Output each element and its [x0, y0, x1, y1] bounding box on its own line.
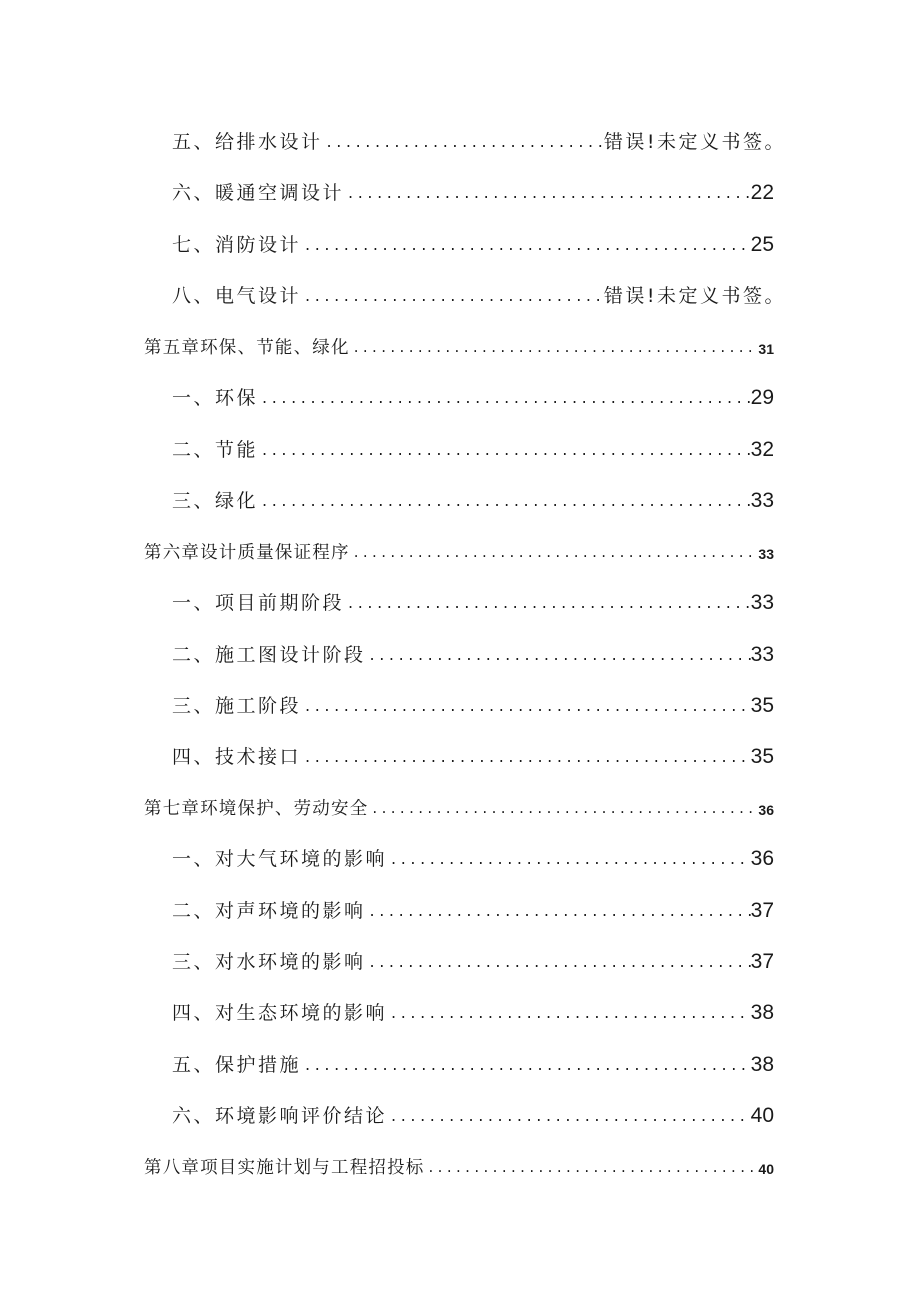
toc-entry-title: 第五章环保、节能、绿化: [144, 338, 350, 358]
toc-entry-page: 36: [758, 802, 774, 818]
dot-leader: [354, 545, 759, 564]
dot-leader: [305, 288, 604, 308]
toc-entry-page: 38: [750, 1053, 774, 1076]
dot-leader: [429, 1160, 759, 1179]
toc-entry-title: 二、施工图设计阶段: [172, 644, 366, 666]
dot-leader: [348, 595, 751, 615]
toc-entry-title: 二、对声环境的影响: [172, 900, 366, 922]
toc-entry-title: 一、项目前期阶段: [172, 592, 345, 614]
toc-entry[interactable]: [172, 837, 774, 871]
toc-entry-title: 一、环保: [172, 387, 259, 409]
toc-entry[interactable]: [172, 120, 786, 154]
toc-entry-title: 第八章项目实施计划与工程招投标: [144, 1158, 425, 1178]
toc-entry-page: 31: [758, 341, 774, 357]
toc-entry-title: 七、消防设计: [172, 234, 302, 256]
toc-entry[interactable]: [172, 376, 774, 410]
dot-leader: [262, 442, 751, 462]
toc-entry[interactable]: [172, 735, 774, 769]
toc-entry-page: 错误!未定义书签。: [603, 285, 786, 307]
toc-chapter-entry[interactable]: [144, 325, 774, 359]
toc-entry-title: 五、给排水设计: [172, 131, 323, 153]
toc-entry-page: 22: [750, 181, 774, 204]
toc-entry-title: 一、对大气环境的影响: [172, 848, 388, 870]
toc-chapter-entry[interactable]: [144, 530, 774, 564]
toc-entry-title: 三、对水环境的影响: [172, 951, 366, 973]
dot-leader: [391, 1005, 751, 1025]
dot-leader: [305, 698, 751, 718]
toc-entry-title: 六、环境影响评价结论: [172, 1105, 388, 1127]
toc-entry-title: 第六章设计质量保证程序: [144, 543, 350, 563]
dot-leader: [370, 647, 751, 667]
dot-leader: [372, 801, 758, 820]
toc-entry[interactable]: [172, 633, 774, 667]
dot-leader: [370, 954, 751, 974]
dot-leader: [262, 493, 751, 513]
toc-entry[interactable]: [172, 1043, 774, 1077]
toc-entry-page: 错误!未定义书签。: [603, 131, 786, 153]
toc-entry[interactable]: [172, 223, 774, 257]
toc-entry-title: 四、技术接口: [172, 746, 302, 768]
dot-leader: [305, 237, 751, 257]
toc-entry-page: 33: [750, 489, 774, 512]
toc-entry-title: 六、暖通空调设计: [172, 182, 345, 204]
toc-entry-page: 38: [750, 1001, 774, 1024]
dot-leader: [262, 390, 751, 410]
toc-entry-page: 33: [750, 591, 774, 614]
toc-entry[interactable]: [172, 171, 774, 205]
dot-leader: [327, 134, 604, 154]
toc-chapter-entry[interactable]: [144, 1145, 774, 1179]
toc-entry-title: 三、施工阶段: [172, 695, 302, 717]
toc-entry-page: 29: [750, 386, 774, 409]
dot-leader: [370, 903, 751, 923]
toc-entry[interactable]: [172, 1094, 774, 1128]
dot-leader: [391, 851, 751, 871]
toc-entry-page: 33: [758, 546, 774, 562]
toc-entry[interactable]: [172, 991, 774, 1025]
toc-entry-page: 25: [750, 233, 774, 256]
toc-entry[interactable]: [172, 581, 774, 615]
toc-entry-page: 35: [750, 745, 774, 768]
toc-entry-title: 三、绿化: [172, 490, 259, 512]
toc-entry-page: 36: [750, 847, 774, 870]
toc-entry[interactable]: [172, 479, 774, 513]
dot-leader: [348, 185, 751, 205]
toc-chapter-entry[interactable]: [144, 786, 774, 820]
dot-leader: [391, 1108, 751, 1128]
toc-entry-page: 35: [750, 694, 774, 717]
toc-entry-title: 四、对生态环境的影响: [172, 1002, 388, 1024]
toc-entry-title: 八、电气设计: [172, 285, 302, 307]
toc-entry-page: 40: [758, 1161, 774, 1177]
toc-entry-page: 37: [750, 899, 774, 922]
toc-entry-title: 第七章环境保护、劳动安全: [144, 799, 369, 819]
toc-entry-page: 32: [750, 438, 774, 461]
toc-entry[interactable]: [172, 940, 774, 974]
toc-entry[interactable]: [172, 889, 774, 923]
toc-entry-page: 33: [750, 643, 774, 666]
toc-entry-title: 二、节能: [172, 439, 259, 461]
toc-entry[interactable]: [172, 274, 786, 308]
toc-entry-page: 37: [750, 950, 774, 973]
dot-leader: [305, 749, 751, 769]
toc-entry[interactable]: [172, 428, 774, 462]
toc-entry-page: 40: [750, 1104, 774, 1127]
dot-leader: [305, 1057, 751, 1077]
dot-leader: [354, 340, 759, 359]
toc-entry[interactable]: [172, 684, 774, 718]
toc-entry-title: 五、保护措施: [172, 1054, 302, 1076]
